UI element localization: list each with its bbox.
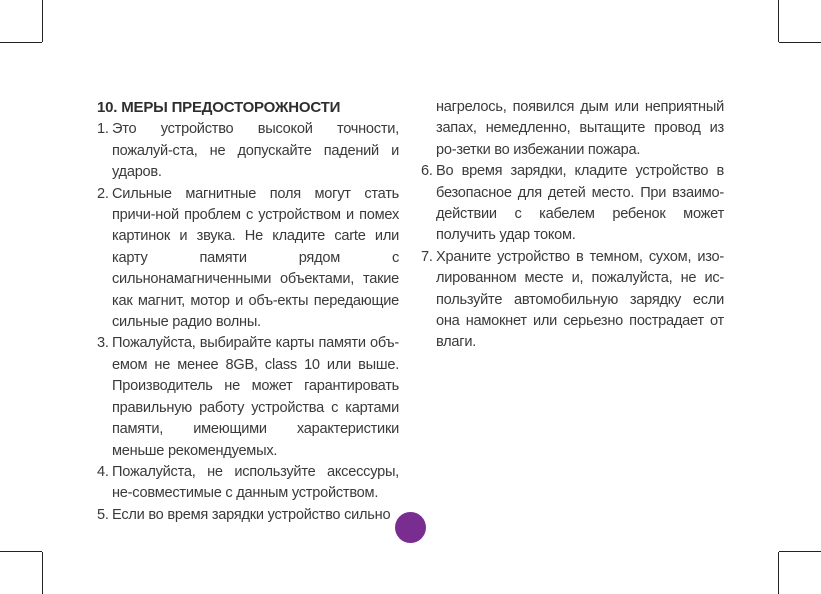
list-item-number: 7. (421, 248, 433, 265)
list-item-number: 2. (97, 185, 109, 202)
list-item-text: Храните устройство в темном, сухом, изо-лированном месте и, пожалуйста, не ис-пользуйте автомобильную зарядку если она намокнет или серьезно пострадает от влаги. (436, 248, 724, 351)
list-item-number: 1. (97, 121, 109, 138)
list-item (97, 184, 399, 334)
list-item-text: Пожалуйста, не используйте аксессуры, не-совместимые с данным устройством. (112, 463, 399, 502)
crop-mark-bottom-left-vertical (42, 552, 43, 594)
list-item-text: Во время зарядки, кладите устройство в безопасное для детей место. При взаимо-действии с кабелем ребенок может получить удар током. (436, 163, 724, 244)
list-item-text: Пожалуйста, выбирайте карты памяти объ-емом не менее 8GB, class 10 или выше. Производитель не может гарантировать правильную работу устройства с картами памяти, имеющими характеристики меньше рекомендуемых. (112, 335, 399, 459)
list-item-text: Это устройство высокой точности, пожалуй-ста, не допускайте падений и ударов. (112, 121, 399, 181)
list-item (97, 505, 399, 526)
list-item (421, 161, 724, 247)
left-column (97, 97, 399, 526)
crop-mark-top-right-horizontal (779, 42, 821, 43)
list-item-text: Если во время зарядки устройство сильно (112, 506, 391, 523)
crop-mark-top-right-vertical (778, 0, 779, 42)
crop-mark-bottom-right-horizontal (779, 551, 821, 552)
list-item (97, 333, 399, 461)
page-marker-dot (395, 512, 426, 543)
list-item (97, 462, 399, 505)
crop-mark-top-left-horizontal (0, 42, 42, 43)
list-item-number: 5. (97, 506, 109, 523)
right-column (421, 97, 724, 354)
crop-mark-bottom-right-vertical (778, 552, 779, 594)
section-heading: 10. МЕРЫ ПРЕДОСТОРОЖНОСТИ (97, 99, 341, 116)
list-item-number: 6. (421, 163, 433, 180)
crop-mark-top-left-vertical (42, 0, 43, 42)
list-item-number: 3. (97, 335, 109, 352)
list-item (421, 247, 724, 354)
crop-mark-bottom-left-horizontal (0, 551, 42, 552)
list-item-number: 4. (97, 463, 109, 480)
list-item (97, 119, 399, 183)
list-item-continuation: нагрелось, появился дым или неприятный запах, немедленно, вытащите провод из ро-зетки во избежании пожара. (436, 99, 724, 158)
list-item-text: Сильные магнитные поля могут стать причи-ной проблем с устройством и помех картинок и звука. Не кладите carte или карту памяти рядом с сильнонамагниченными объектами, такие как магнит, мотор и объ-екты передающие сильные радио волны. (112, 185, 399, 331)
